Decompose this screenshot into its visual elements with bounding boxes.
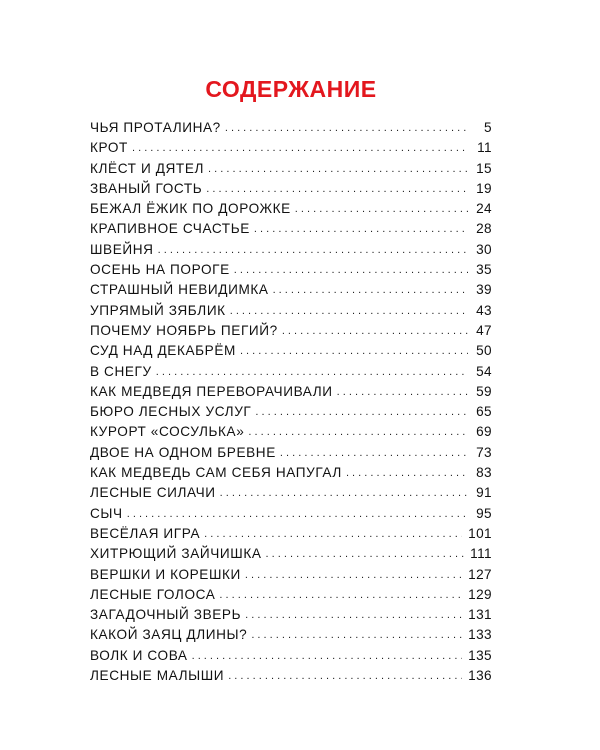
- dot-leader: [255, 402, 468, 422]
- toc-entry-title: КЛЁСТ И ДЯТЕЛ: [90, 160, 205, 176]
- toc-entry-title: ЗВАНЫЙ ГОСТЬ: [90, 180, 203, 196]
- dot-leader: [346, 463, 468, 483]
- toc-entry-title: ОСЕНЬ НА ПОРОГЕ: [90, 262, 230, 278]
- toc-entry: [90, 585, 492, 605]
- toc-entry-page-number: 24: [476, 201, 492, 217]
- toc-entry: [90, 483, 492, 503]
- toc-entry: [90, 504, 492, 524]
- dot-leader: [219, 585, 462, 605]
- toc-entry-title: БЮРО ЛЕСНЫХ УСЛУГ: [90, 404, 252, 420]
- toc-entry-page-number: 133: [468, 627, 492, 643]
- toc-entry-page-number: 19: [476, 180, 492, 196]
- toc-entry-title: КАК МЕДВЕДЯ ПЕРЕВОРАЧИВАЛИ: [90, 383, 333, 399]
- toc-entry: [90, 118, 492, 138]
- toc-entry-page-number: 69: [476, 424, 492, 440]
- dot-leader: [228, 666, 462, 686]
- toc-entry-title: КРОТ: [90, 140, 128, 156]
- toc-entry-page-number: 65: [476, 404, 492, 420]
- dot-leader: [132, 138, 468, 158]
- toc-entry: [90, 301, 492, 321]
- toc-entry-page-number: 73: [476, 444, 492, 460]
- dot-leader: [245, 565, 462, 585]
- dot-leader: [220, 483, 468, 503]
- toc-entry-title: ВЕСЁЛАЯ ИГРА: [90, 525, 201, 541]
- toc-entry-page-number: 50: [476, 343, 492, 359]
- toc-entry: [90, 402, 492, 422]
- toc-entry: [90, 666, 492, 686]
- toc-entry-title: КРАПИВНОЕ СЧАСТЬЕ: [90, 221, 250, 237]
- dot-leader: [234, 260, 468, 280]
- toc-entry-title: ХИТРЮЩИЙ ЗАЙЧИШКА: [90, 546, 262, 562]
- toc-entry-page-number: 101: [468, 525, 492, 541]
- toc-entry-title: ВЕРШКИ И КОРЕШКИ: [90, 566, 241, 582]
- toc-entry-title: КАК МЕДВЕДЬ САМ СЕБЯ НАПУГАЛ: [90, 465, 342, 481]
- toc-entry-page-number: 35: [476, 262, 492, 278]
- toc-entry: [90, 138, 492, 158]
- toc-entry-title: ВОЛК И СОВА: [90, 647, 188, 663]
- toc-entry: [90, 159, 492, 179]
- toc-entry: [90, 463, 492, 483]
- dot-leader: [206, 179, 468, 199]
- toc-entry-page-number: 28: [476, 221, 492, 237]
- toc-entry-title: УПРЯМЫЙ ЗЯБЛИК: [90, 302, 226, 318]
- toc-entry-title: СУД НАД ДЕКАБРЁМ: [90, 343, 236, 359]
- toc-entry: [90, 544, 492, 564]
- toc-entry: [90, 646, 492, 666]
- toc-entry: [90, 341, 492, 361]
- dot-leader: [245, 605, 462, 625]
- toc-entry-page-number: 15: [476, 160, 492, 176]
- toc-entry: [90, 605, 492, 625]
- dot-leader: [230, 301, 468, 321]
- toc-entry-title: В СНЕГУ: [90, 363, 152, 379]
- toc-entry-page-number: 43: [476, 302, 492, 318]
- toc-entry-title: ПОЧЕМУ НОЯБРЬ ПЕГИЙ?: [90, 322, 278, 338]
- toc-entry-title: БЕЖАЛ ЁЖИК ПО ДОРОЖКЕ: [90, 201, 291, 217]
- dot-leader: [156, 362, 468, 382]
- dot-leader: [337, 382, 468, 402]
- toc-entry-title: ЛЕСНЫЕ ГОЛОСА: [90, 586, 216, 602]
- toc-entry-title: ДВОЕ НА ОДНОМ БРЕВНЕ: [90, 444, 276, 460]
- toc-entry-page-number: 135: [468, 647, 492, 663]
- toc-entry: [90, 382, 492, 402]
- dot-leader: [248, 422, 468, 442]
- dot-leader: [192, 646, 463, 666]
- toc-entry-page-number: 47: [476, 322, 492, 338]
- toc-entry: [90, 625, 492, 645]
- toc-entry: [90, 240, 492, 260]
- page-title: СОДЕРЖАНИЕ: [205, 76, 377, 102]
- toc-entry-page-number: 91: [476, 485, 492, 501]
- toc-entry: [90, 321, 492, 341]
- toc-entry-page-number: 95: [476, 505, 492, 521]
- toc-entry-page-number: 59: [476, 383, 492, 399]
- dot-leader: [295, 199, 468, 219]
- toc-entry-page-number: 5: [484, 120, 492, 135]
- dot-leader: [204, 524, 462, 544]
- dot-leader: [254, 219, 468, 239]
- toc-entry-page-number: 127: [468, 566, 492, 582]
- table-of-contents: [90, 118, 492, 686]
- toc-entry: [90, 260, 492, 280]
- dot-leader: [282, 321, 468, 341]
- toc-entry-page-number: 136: [468, 668, 492, 684]
- dot-leader: [251, 625, 462, 645]
- toc-entry: [90, 443, 492, 463]
- dot-leader: [158, 240, 468, 260]
- toc-entry-page-number: 30: [476, 241, 492, 257]
- toc-entry-page-number: 83: [476, 465, 492, 481]
- toc-entry-title: КУРОРТ «СОСУЛЬКА»: [90, 424, 245, 440]
- dot-leader: [208, 159, 468, 179]
- toc-entry-page-number: 11: [477, 140, 492, 156]
- toc-entry: [90, 422, 492, 442]
- toc-entry-page-number: 54: [476, 363, 492, 379]
- toc-entry: [90, 179, 492, 199]
- toc-entry-page-number: 131: [468, 607, 492, 623]
- toc-entry-page-number: 129: [468, 586, 492, 602]
- toc-entry-title: КАКОЙ ЗАЯЦ ДЛИНЫ?: [90, 627, 248, 643]
- dot-leader: [266, 544, 465, 564]
- dot-leader: [273, 280, 468, 300]
- toc-entry-title: СЫЧ: [90, 505, 123, 521]
- dot-leader: [225, 118, 468, 138]
- toc-entry-title: ЛЕСНЫЕ СИЛАЧИ: [90, 485, 216, 501]
- toc-entry: [90, 565, 492, 585]
- toc-entry: [90, 219, 492, 239]
- toc-entry-title: ЧЬЯ ПРОТАЛИНА?: [90, 120, 221, 135]
- toc-entry-title: ЗАГАДОЧНЫЙ ЗВЕРЬ: [90, 607, 242, 623]
- toc-entry: [90, 362, 492, 382]
- toc-entry: [90, 199, 492, 219]
- toc-entry: [90, 524, 492, 544]
- toc-entry-title: ЛЕСНЫЕ МАЛЫШИ: [90, 668, 225, 684]
- dot-leader: [240, 341, 468, 361]
- dot-leader: [127, 504, 468, 524]
- toc-entry-page-number: 39: [476, 282, 492, 298]
- dot-leader: [280, 443, 468, 463]
- toc-entry-page-number: 111: [470, 546, 492, 562]
- toc-entry-title: ШВЕЙНЯ: [90, 241, 154, 257]
- toc-entry-title: СТРАШНЫЙ НЕВИДИМКА: [90, 282, 269, 298]
- toc-entry: [90, 280, 492, 300]
